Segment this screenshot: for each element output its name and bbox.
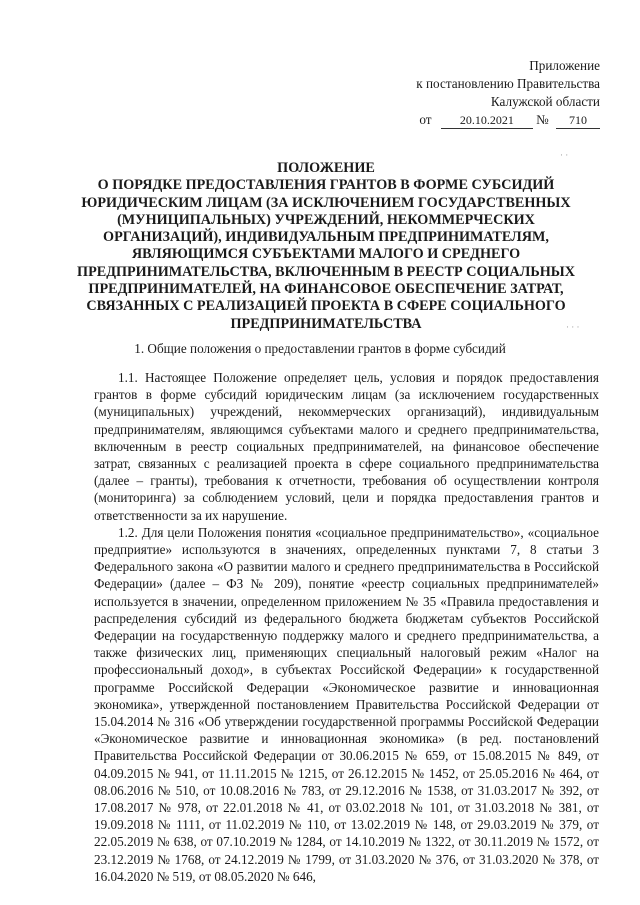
appendix-reference: к постановлению Правительства bbox=[416, 76, 600, 91]
title-line: ПОЛОЖЕНИЕ bbox=[277, 160, 375, 176]
title-line: ЯВЛЯЮЩИМСЯ СУБЪЕКТАМИ МАЛОГО И СРЕДНЕГО bbox=[131, 246, 521, 263]
number-prefix: № bbox=[536, 112, 549, 127]
title-line: О ПОРЯДКЕ ПРЕДОСТАВЛЕНИЯ ГРАНТОВ В ФОРМЕ СУБСИДИЙ bbox=[97, 177, 555, 194]
title-line: ПРЕДПРИНИМАТЕЛЬСТВА, ВКЛЮЧЕННЫМ В РЕЕСТР СОЦИАЛЬНЫХ bbox=[77, 263, 575, 280]
title-line: ЮРИДИЧЕСКИМ ЛИЦАМ (ЗА ИСКЛЮЧЕНИЕМ ГОСУДАРСТВЕННЫХ bbox=[81, 194, 571, 211]
document-title bbox=[60, 160, 592, 333]
appendix-block bbox=[416, 57, 600, 129]
paragraph-1-1: 1.1. Настоящее Положение определяет цель, условия и порядок предоставления грантов в форме субсидий юридическим лицам (за исключением государственных (муниципальных) учреждений, некоммерческих организаций), индивидуальным предпринимателям, являющимся субъектами малого и среднего предпринимательства, включенным в реестр социальных предпринимателей, на финансовое обеспечение затрат, связанных с реализацией проекта в сфере социального предпринимательства (далее – гранты), требования к отчетности, требования об осуществлении контроля (мониторинга) за соблюдением условий, цели и порядка предоставления грантов и ответственности за их нарушение. bbox=[94, 370, 599, 523]
scan-speck: · · · bbox=[566, 322, 580, 332]
title-line: СВЯЗАННЫХ С РЕАЛИЗАЦИЕЙ ПРОЕКТА В СФЕРЕ СОЦИАЛЬНОГО bbox=[86, 298, 566, 315]
decree-number: 710 bbox=[556, 113, 600, 129]
section-heading: 1. Общие положения о предоставлении грантов в форме субсидий bbox=[134, 341, 506, 356]
title-line: ПРЕДПРИНИМАТЕЛЕЙ, НА ФИНАНСОВОЕ ОБЕСПЕЧЕНИЕ ЗАТРАТ, bbox=[88, 281, 564, 298]
appendix-label: Приложение bbox=[529, 58, 600, 73]
title-line: ОРГАНИЗАЦИЙ), ИНДИВИДУАЛЬНЫМ ПРЕДПРИНИМАТЕЛЯМ, bbox=[103, 229, 549, 246]
scan-speck: · · bbox=[560, 150, 569, 160]
paragraph-1-2: 1.2. Для цели Положения понятия «социальное предпринимательство», «социальное предприятие» используются в значениях, определенных пунктами 7, 8 статьи 3 Федерального закона «О развитии малого и среднего предпринимательства в Российской Федерации» (далее – ФЗ № 209), понятие «реестр социальных предпринимателей» используется в значении, определенном приложением № 35 «Правила предоставления и распределения субсидий из федерального бюджета бюджетам субъектов Российской Федерации на государственную поддержку малого и среднего предпринимательства, а также физических лиц, применяющих специальный налоговый режим «Налог на профессиональный доход», в субъектах Российской Федерации» к государственной программе Российской Федерации «Экономическое развитие и инновационная экономика», утвержденной постановлением Правительства Российской Федерации от 15.04.2014 № 316 «Об утверждении государственной программы Российской Федерации «Экономическое развитие и инновационная экономика» (в ред. постановлений Правительства Российской Федерации от 30.06.2015 № 659, от 15.08.2015 № 849, от 04.09.2015 № 941, от 11.11.2015 № 1215, от 26.12.2015 № 1452, от 25.05.2016 № 464, от 08.06.2016 № 510, от 10.08.2016 № 783, от 29.12.2016 № 1538, от 31.03.2017 № 392, от 17.08.2017 № 978, от 22.01.2018 № 41, от 03.02.2018 № 101, от 31.03.2018 № 381, от 19.09.2018 № 1111, от 11.02.2019 № 110, от 13.02.2019 № 148, от 29.03.2019 № 379, от 22.05.2019 № 638, от 07.10.2019 № 1284, от 14.10.2019 № 1322, от 30.11.2019 № 1572, от 23.12.2019 № 1768, от 24.12.2019 № 1799, от 31.03.2020 № 376, от 31.03.2020 № 378, от 16.04.2020 № 519, от 08.05.2020 № 646, bbox=[94, 524, 599, 884]
date-prefix: от bbox=[419, 112, 432, 127]
appendix-date-number bbox=[416, 111, 600, 129]
body-text bbox=[94, 369, 599, 885]
decree-date: 20.10.2021 bbox=[441, 113, 533, 129]
appendix-region: Калужской области bbox=[490, 94, 600, 109]
title-line: ПРЕДПРИНИМАТЕЛЬСТВА bbox=[230, 315, 422, 332]
title-line: (МУНИЦИПАЛЬНЫХ) УЧРЕЖДЕНИЙ, НЕКОММЕРЧЕСКИХ bbox=[117, 211, 535, 228]
